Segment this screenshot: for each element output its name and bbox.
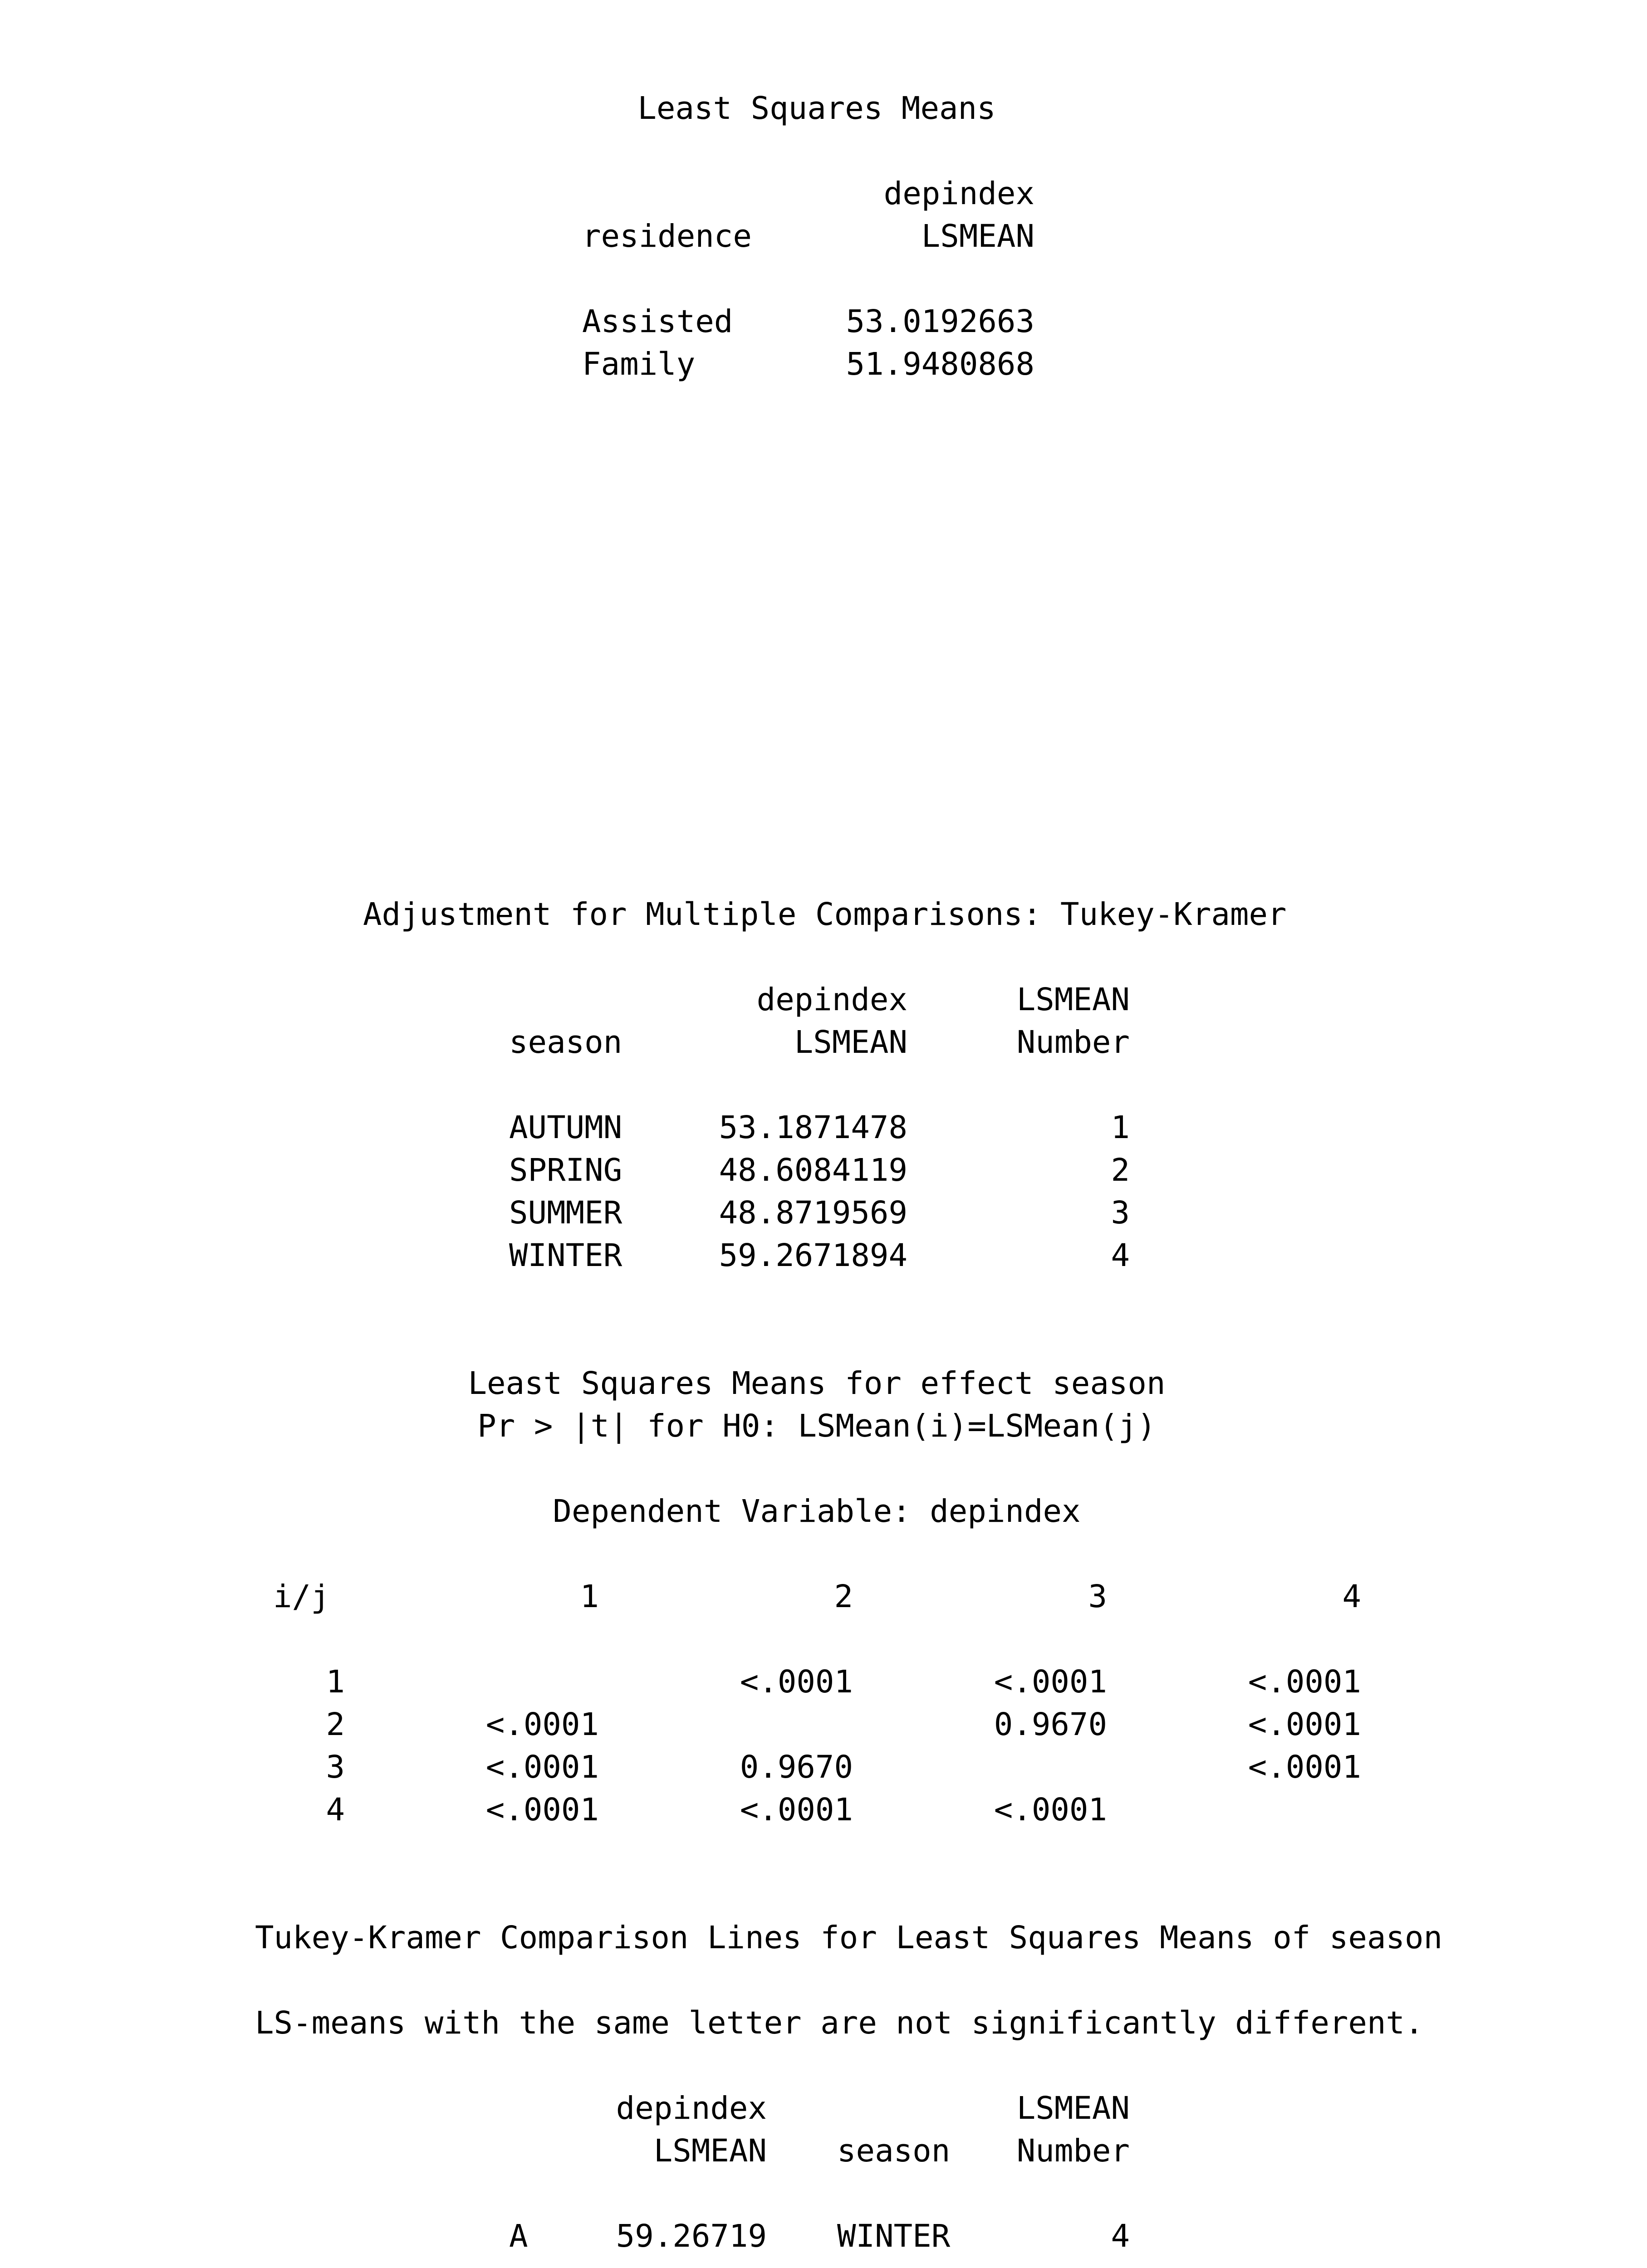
pairwise-cell: 0.9670 — [740, 1749, 853, 1785]
season-col-num-bottom: Number — [1016, 1024, 1130, 1061]
residence-row-value: 51.9480868 — [846, 346, 1034, 382]
lines-row-value: 59.26719 — [616, 2218, 767, 2254]
season-row-label: WINTER — [509, 1237, 623, 1274]
lines-row-number: 4 — [1111, 2218, 1130, 2254]
lines-col-dep-bottom: LSMEAN — [653, 2133, 767, 2169]
pairwise-row-label: 4 — [326, 1792, 345, 1828]
pairwise-dependent-variable: Dependent Variable: depindex — [553, 1493, 1081, 1530]
pairwise-title-hypothesis: Pr > |t| for H0: LSMean(i)=LSMean(j) — [477, 1408, 1156, 1444]
season-col-dep-bottom: LSMEAN — [794, 1024, 907, 1061]
pairwise-corner-label: i/j — [273, 1579, 330, 1615]
residence-row-value: 53.0192663 — [846, 303, 1034, 340]
season-row-number: 4 — [1111, 1237, 1130, 1274]
comparison-lines-note: LS-means with the same letter are not significantly different. — [255, 2005, 1424, 2041]
season-row-value: 48.6084119 — [719, 1152, 907, 1188]
pairwise-row-label: 2 — [326, 1706, 345, 1743]
group-letter: A — [509, 2218, 528, 2254]
pairwise-cell: <.0001 — [740, 1792, 853, 1828]
lines-col-dep-top: depindex — [616, 2090, 767, 2126]
comparison-lines-title: Tukey-Kramer Comparison Lines for Least Squares Means of season — [255, 1920, 1443, 1956]
season-col-num-top: LSMEAN — [1016, 982, 1130, 1018]
pairwise-cell: <.0001 — [485, 1792, 599, 1828]
lines-col-num-top: LSMEAN — [1016, 2090, 1130, 2126]
pairwise-title-effect: Least Squares Means for effect season — [468, 1365, 1166, 1402]
season-row-value: 53.1871478 — [719, 1110, 907, 1146]
pairwise-row-label: 3 — [326, 1749, 345, 1785]
pairwise-cell: <.0001 — [485, 1749, 599, 1785]
season-col-group: season — [509, 1024, 623, 1061]
pairwise-row-label: 1 — [326, 1664, 345, 1700]
residence-col-dep-bottom: LSMEAN — [921, 218, 1034, 254]
season-row-number: 1 — [1111, 1110, 1130, 1146]
pairwise-cell: <.0001 — [1248, 1706, 1361, 1743]
season-row-value: 48.8719569 — [719, 1195, 907, 1231]
residence-col-dep-top: depindex — [883, 176, 1034, 212]
pairwise-cell: 0.9670 — [994, 1706, 1107, 1743]
season-row-number: 3 — [1111, 1195, 1130, 1231]
lines-col-group: season — [837, 2133, 951, 2169]
pairwise-cell: <.0001 — [485, 1706, 599, 1743]
season-row-value: 59.2671894 — [719, 1237, 907, 1274]
season-row-label: SPRING — [509, 1152, 623, 1188]
pairwise-cell: <.0001 — [994, 1792, 1107, 1828]
residence-col-group: residence — [582, 218, 752, 254]
pairwise-col-header: 1 — [580, 1579, 599, 1615]
season-col-dep-top: depindex — [756, 982, 907, 1018]
residence-row-label: Family — [582, 346, 696, 382]
pairwise-cell: <.0001 — [994, 1664, 1107, 1700]
adjustment-title: Adjustment for Multiple Comparisons: Tukey-Kramer — [363, 896, 1287, 933]
pairwise-col-header: 4 — [1342, 1579, 1361, 1615]
pairwise-cell: <.0001 — [740, 1664, 853, 1700]
lines-row-season: WINTER — [837, 2218, 951, 2254]
pairwise-col-header: 3 — [1088, 1579, 1107, 1615]
season-row-label: AUTUMN — [509, 1110, 623, 1146]
pairwise-col-header: 2 — [834, 1579, 853, 1615]
residence-lsmeans-title: Least Squares Means — [637, 90, 996, 127]
lines-col-num-bottom: Number — [1016, 2133, 1130, 2169]
season-row-number: 2 — [1111, 1152, 1130, 1188]
season-row-label: SUMMER — [509, 1195, 623, 1231]
pairwise-cell: <.0001 — [1248, 1664, 1361, 1700]
pairwise-cell: <.0001 — [1248, 1749, 1361, 1785]
residence-row-label: Assisted — [582, 303, 733, 340]
